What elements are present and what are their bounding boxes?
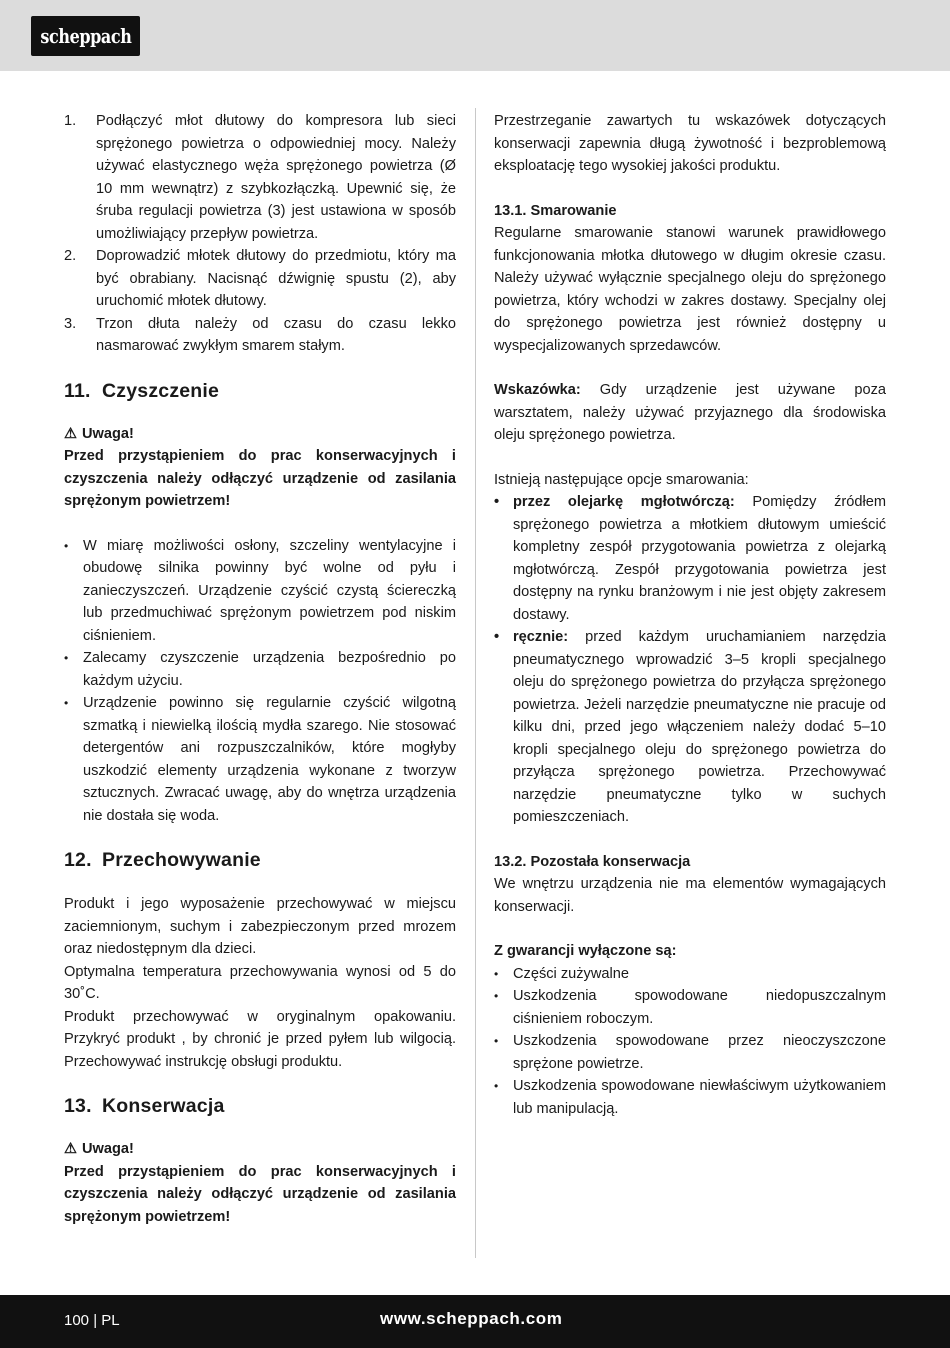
warning-title: ⚠ Uwaga!	[64, 1138, 456, 1161]
logo-text: scheppach	[39, 23, 132, 48]
website-link[interactable]: www.scheppach.com	[380, 1309, 563, 1328]
subsection-lubrication	[494, 200, 886, 358]
warning-icon: ⚠	[64, 425, 78, 442]
subsection-other-maintenance	[494, 851, 886, 919]
hint-label: Wskazówka:	[494, 382, 581, 398]
hint-paragraph: Wskazówka: Gdy urządzenie jest używane poza warsztatem, należy używać przyjaznego dla środowiska oleju sprężonego powietrza.	[494, 382, 886, 443]
bullet-icon: •	[494, 1079, 499, 1093]
page-number: 100 | PL	[64, 1312, 120, 1329]
footer-bar	[0, 1295, 950, 1348]
list-item: • Uszkodzenia spowodowane przez nieoczyszczone sprężone powietrze.	[494, 1030, 886, 1075]
list-item: • Uszkodzenia spowodowane niewłaściwym użytkowaniem lub manipulacją.	[494, 1075, 886, 1120]
warranty-title: Z gwarancji wyłączone są:	[494, 943, 677, 959]
bullet-icon: •	[494, 989, 499, 1003]
list-item: • Zalecamy czyszczenie urządzenia bezpośrednio po każdym użyciu.	[64, 647, 456, 692]
list-item: • przez olejarkę mgłotwórczą: Pomiędzy źródłem sprężonego powietrza a młotkiem dłutowym umieścić kompletny zespół przygotowania powietrza z olejarką mgłotwórczą. Zespół przygotowania powietrza jest dostępny na rynku branżowym i nie jest objęty zakresem dostawy.	[494, 491, 886, 626]
warning-text: Przed przystąpieniem do prac konserwacyjnych i czyszczenia należy odłączyć urządzenie od zasilania sprężonym powietrzem!	[64, 1163, 456, 1225]
warning-block	[64, 423, 456, 513]
left-column	[64, 110, 456, 1228]
storage-paragraph: Produkt i jego wyposażenie przechowywać w miejscu zaciemnionym, suchym i zabezpieczonym przed mrozem oraz niedostępnym dla dzieci.	[64, 896, 456, 957]
storage-paragraph: Optymalna temperatura przechowywania wynosi od 5 do 30˚C.	[64, 963, 456, 1002]
section-heading-cleaning: 11. Czyszczenie	[64, 379, 220, 402]
warning-icon: ⚠	[64, 1141, 78, 1157]
list-item: • ręcznie: przed każdym uruchamianiem narzędzia pneumatycznego wprowadzić 3–5 kropli specjalnego oleju do sprężonego powietrza do przyłącza sprężonego powietrza. Jeżeli narzędzie pneumatyczne nie pracuje od kilku dni, przed jego włączeniem należy dodać 5–10 kropli specjalnego oleju do sprężonego powietrza do przyłącza sprężonego powietrza. Przechowywać narzędzie pneumatyczne tylko w suchych pomieszczeniach.	[494, 626, 886, 829]
lubrication-options	[494, 491, 886, 829]
list-item: • Uszkodzenia spowodowane niedopuszczalnym ciśnieniem roboczym.	[494, 985, 886, 1030]
bullet-icon: •	[64, 696, 69, 710]
warranty-exclusions	[494, 940, 886, 1120]
warning-title: ⚠ Uwaga!	[64, 423, 456, 446]
list-item: • W miarę możliwości osłony, szczeliny wentylacyjne i obudowę silnika powinny być wolne od pyłu i zanieczyszczeń. Urządzenie czyścić czystą ściereczką lub przedmuchiwać sprężonym powietrzem pod niskim ciśnieniem.	[64, 535, 456, 648]
scheppach-logo	[31, 16, 140, 56]
options-intro: Istnieją następujące opcje smarowania:	[494, 471, 749, 488]
right-column	[494, 110, 886, 1120]
warning-block	[64, 1138, 456, 1228]
intro-paragraph: Przestrzeganie zawartych tu wskazówek dotyczących konserwacji zapewnia długą żywotność i bezproblemową eksploatację tego wysokiej jakości produktu.	[494, 113, 886, 174]
bullet-icon: •	[64, 651, 69, 665]
cleaning-list	[64, 535, 456, 828]
bullet-icon: •	[494, 629, 500, 645]
section-heading-maintenance: 13. Konserwacja	[64, 1095, 225, 1117]
bullet-icon: •	[64, 538, 69, 553]
subsection-text: Regularne smarowanie stanowi warunek prawidłowego funkcjonowania młotka dłutowego w długim okresie czasu. Należy używać wyłącznie specjalnego oleju do sprężonego powietrza, który wchodzi w zakres dostawy. Specjalny olej do sprężonego powietrza jest również dostępny u wyspecjalizowanych sprzedawców.	[494, 225, 886, 354]
bullet-icon: •	[494, 966, 499, 981]
list-item: • Urządzenie powinno się regularnie czyścić wilgotną szmatką i niewielką ilością mydła szarego. Nie stosować detergentów ani rozpuszczalników, które mogłyby uszkodzić elementy urządzenia wykonane z tworzyw sztucznych. Zwracać uwagę, aby do wnętrza urządzenia nie dostała się woda.	[64, 692, 456, 827]
header-bar	[0, 0, 950, 71]
section-heading-storage: 12. Przechowywanie	[64, 849, 261, 871]
list-item: 1. Podłączyć młot dłutowy do kompresora lub sieci sprężonego powietrza o odpowiedniej mocy. Należy używać elastycznego węża sprężonego powietrza (Ø 10 mm wewnątrz) z szybkozłączką. Upewnić się, że śruba regulacji powietrza (3) jest ustawiona w sposób umożliwiający przepływ powietrza.	[64, 113, 456, 242]
subsection-title: 13.1. Smarowanie	[494, 202, 617, 219]
list-item: • Części zużywalne	[494, 963, 886, 986]
usage-steps	[64, 110, 456, 358]
bullet-icon: •	[494, 1034, 499, 1048]
subsection-text: We wnętrzu urządzenia nie ma elementów wymagających konserwacji.	[494, 876, 886, 915]
column-divider	[475, 108, 476, 1258]
storage-paragraph: Produkt przechowywać w oryginalnym opakowaniu. Przykryć produkt , by chronić je przed pyłem lub wilgocią. Przechowywać instrukcję obsługi produktu.	[64, 1008, 456, 1070]
list-item: 3. Trzon dłuta należy od czasu do czasu lekko nasmarować zwykłym smarem stałym.	[64, 315, 456, 354]
list-item: 2. Doprowadzić młotek dłutowy do przedmiotu, który ma być obrabiany. Nacisnąć dźwignię spustu (2), aby uruchomić młotek dłutowy.	[64, 248, 456, 309]
warning-text: Przed przystąpieniem do prac konserwacyjnych i czyszczenia należy odłączyć urządzenie od zasilania sprężonym powietrzem!	[64, 448, 456, 509]
bullet-icon: •	[494, 494, 500, 510]
warranty-list	[494, 963, 886, 1121]
subsection-title: 13.2. Pozostała konserwacja	[494, 853, 691, 870]
